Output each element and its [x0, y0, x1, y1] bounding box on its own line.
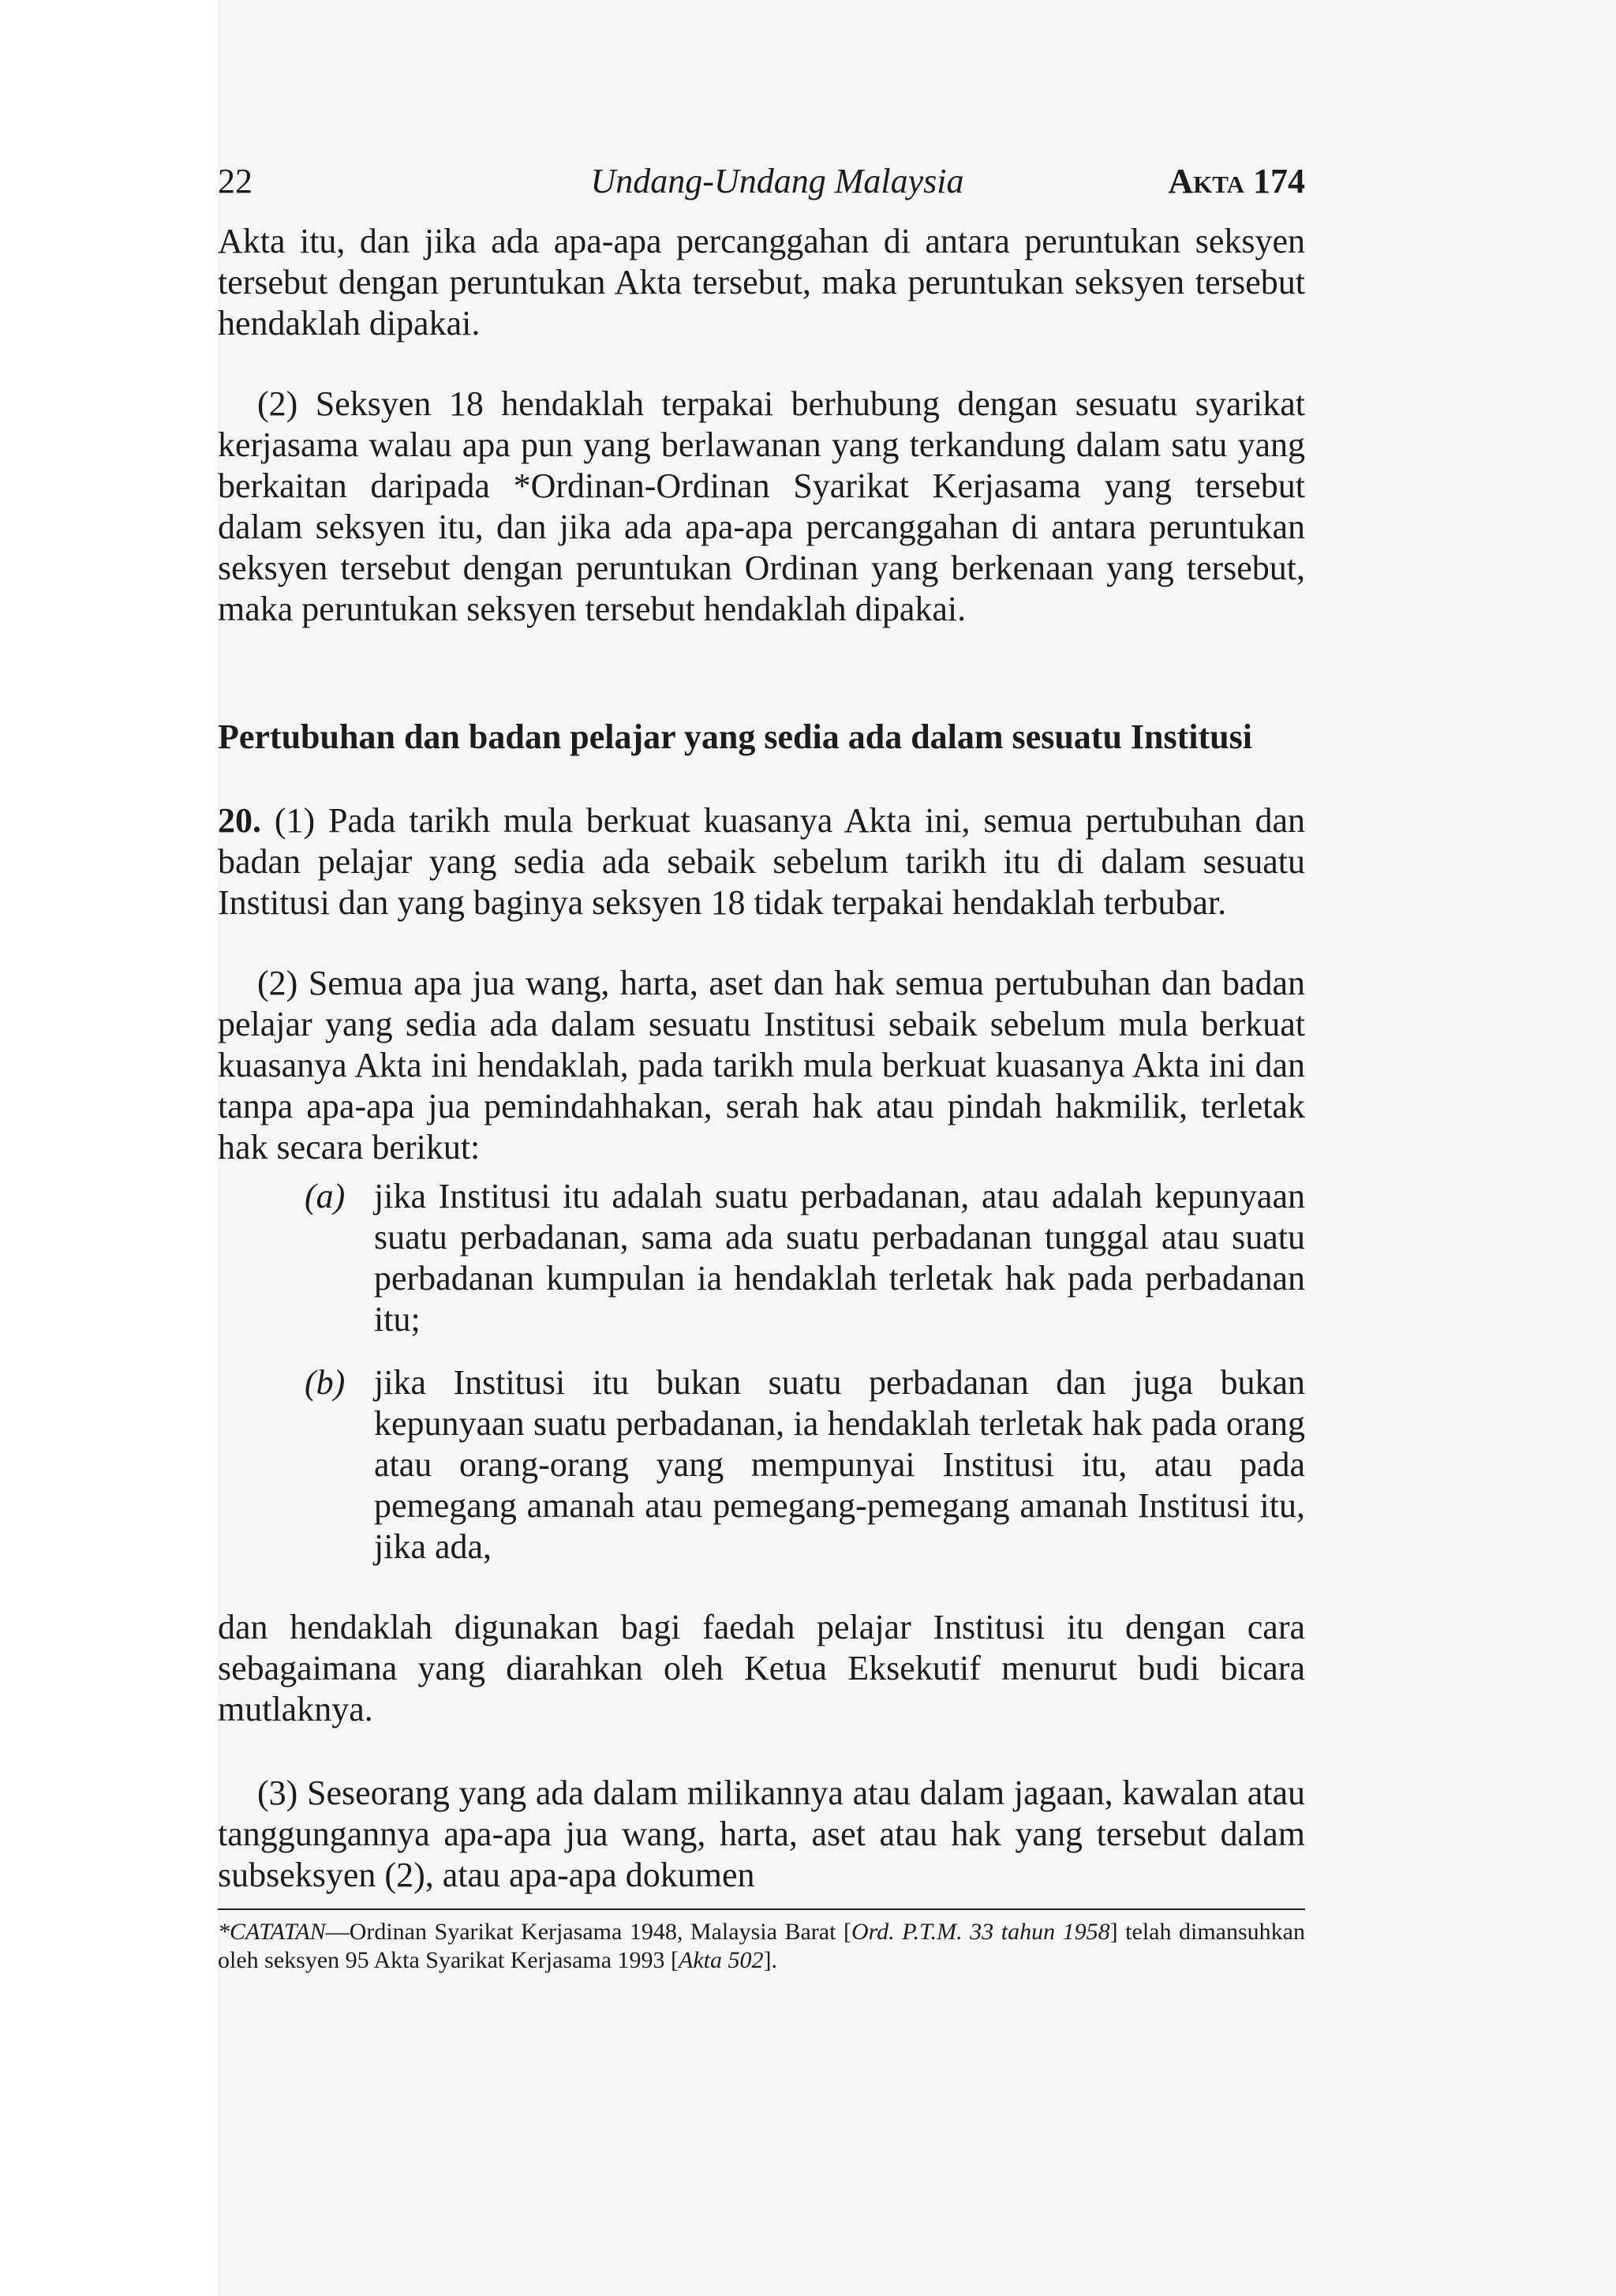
list-item	[218, 1362, 1305, 1567]
list-item-text: jika Institusi itu bukan suatu perbadanan dan juga bukan kepunyaan suatu perbadanan, ia hendaklah terletak hak pada orang atau orang-orang yang mempunyai Institusi itu, atau pada pemegang amanah atau pemegang-pemegang amanah Institusi itu, jika ada,	[374, 1363, 1305, 1566]
section-20-subsection-1	[218, 800, 1305, 923]
section-20-subsection-3: (3) Seseorang yang ada dalam milikannya atau dalam jagaan, kawalan atau tanggungannya apa-apa jua wang, harta, aset atau hak yang tersebut dalam subseksyen (2), atau apa-apa dokumen	[218, 1774, 1305, 1894]
running-title: Undang-Undang Malaysia	[590, 162, 964, 200]
section-20-subsection-2: (2) Semua apa jua wang, harta, aset dan hak semua pertubuhan dan badan pelajar yang sedia ada dalam sesuatu Institusi sebaik sebelum mula berkuat kuasanya Akta ini hendaklah, pada tarikh mula berkuat kuasanya Akta ini dan tanpa apa-apa jua pemindahhakan, serah hak atau pindah hakmilik, terletak hak secara berikut:	[218, 964, 1305, 1167]
list-item-label: (a)	[305, 1177, 346, 1215]
document-page	[218, 158, 1305, 1975]
act-number: Akta 174	[1168, 162, 1305, 200]
footnote-text-3: ].	[763, 1947, 778, 1973]
footnote-catatan: *CATATAN	[218, 1919, 326, 1945]
footnote-text-2: ] telah dimansuhkan oleh seksyen 95 Akta Syarikat Kerjasama 1993 [	[218, 1919, 1305, 1973]
footnote-divider	[218, 1908, 1305, 1910]
footnote-ref-ordinance: Ord. P.T.M. 33 tahun 1958	[851, 1919, 1110, 1945]
footnote-text-1: —Ordinan Syarikat Kerjasama 1948, Malaysia Barat [	[325, 1919, 851, 1945]
list-item-label: (b)	[305, 1363, 346, 1402]
section-20-1-text: (1) Pada tarikh mula berkuat kuasanya Akta ini, semua pertubuhan dan badan pelajar yang sedia ada sebaik sebelum tarikh itu di dalam sesuatu Institusi dan yang baginya seksyen 18 tidak terpakai hendaklah terbubar.	[218, 801, 1306, 922]
running-header	[218, 158, 1305, 205]
closing-paragraph: dan hendaklah digunakan bagi faedah pelajar Institusi itu dengan cara sebagaimana yang diarahkan oleh Ketua Eksekutif menurut budi bicara mutlaknya.	[218, 1608, 1305, 1729]
list-item	[218, 1176, 1305, 1340]
section-heading: Pertubuhan dan badan pelajar yang sedia ada dalam sesuatu Institusi	[218, 717, 1252, 756]
list-item-text: jika Institusi itu adalah suatu perbadanan, atau adalah kepunyaan suatu perbadanan, sama ada suatu perbadanan tunggal atau suatu perbadanan kumpulan ia hendaklah terletak hak pada perbadanan itu;	[374, 1177, 1305, 1339]
subsection-2: (2) Seksyen 18 hendaklah terpakai berhubung dengan sesuatu syarikat kerjasama walau apa pun yang berlawanan yang terkandung dalam satu yang berkaitan daripada *Ordinan-Ordinan Syarikat Kerjasama yang tersebut dalam seksyen itu, dan jika ada apa-apa percanggahan di antara peruntukan seksyen tersebut dengan peruntukan Ordinan yang berkenaan yang tersebut, maka peruntukan seksyen tersebut hendaklah dipakai.	[218, 384, 1305, 628]
footnote	[218, 1918, 1305, 1975]
paragraph-continuation: Akta itu, dan jika ada apa-apa percanggahan di antara peruntukan seksyen tersebut dengan peruntukan Akta tersebut, maka peruntukan seksyen tersebut hendaklah dipakai.	[218, 222, 1305, 343]
footnote-ref-act: Akta 502	[679, 1947, 764, 1973]
page-number: 22	[218, 162, 252, 200]
section-number: 20.	[218, 801, 261, 840]
